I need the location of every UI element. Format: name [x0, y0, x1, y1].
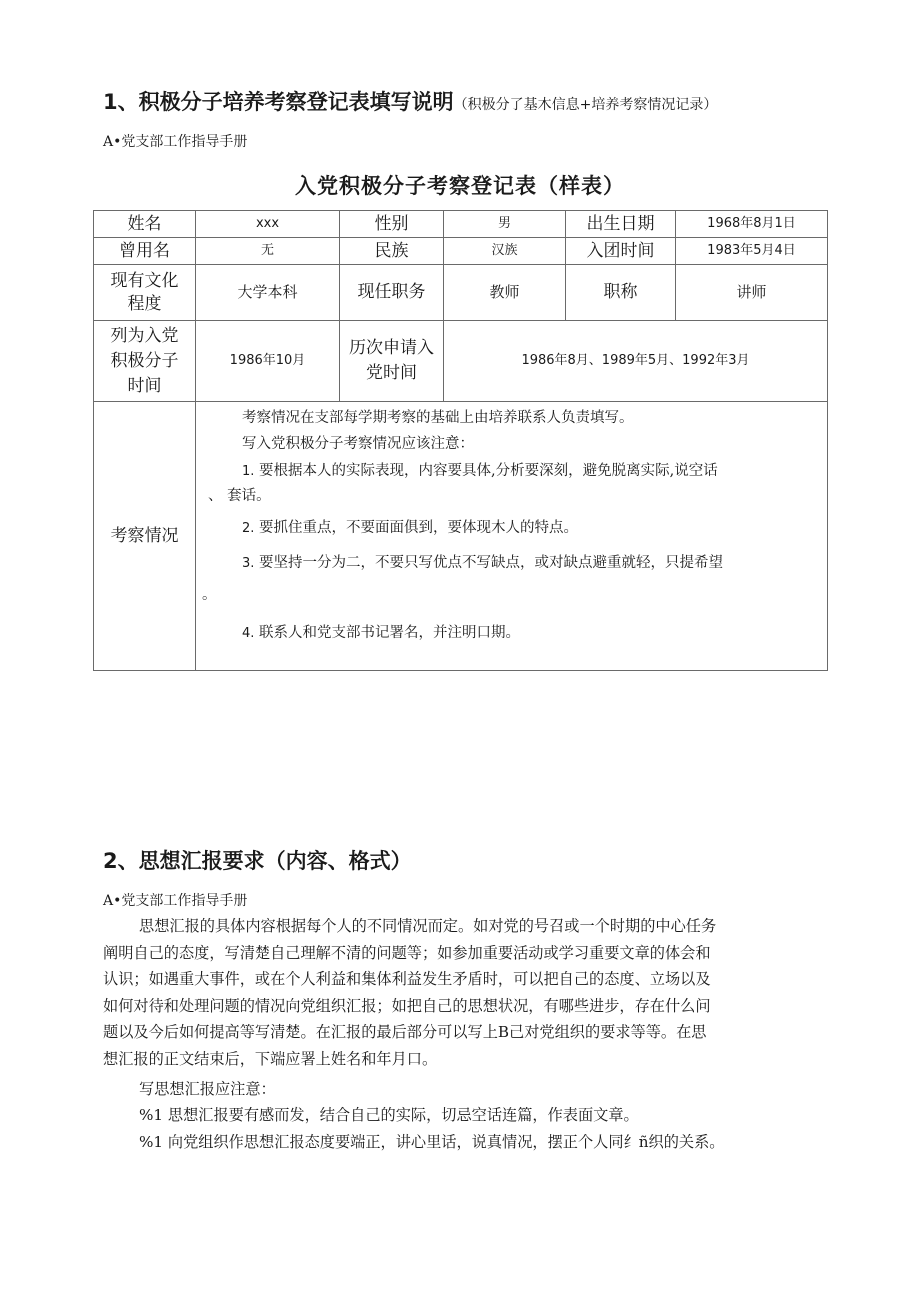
label-review: 考察情况 — [94, 402, 196, 671]
review-note-line: 、 套话。 — [208, 488, 271, 504]
review-note-item — [242, 519, 578, 538]
review-notes-cell — [196, 402, 828, 671]
section1-heading — [103, 86, 717, 116]
table-row — [94, 238, 828, 265]
value-gender: 男 — [444, 211, 566, 238]
review-item-number: 2. — [242, 521, 255, 536]
review-note-line: 考察情况在支部每学期考察的基础上由培养联系人负责填写。 — [242, 410, 634, 426]
review-item-text: 要根据本人的实际表现，内容要具体,分析要深刻，避免脱离实际,说空话 — [259, 463, 718, 479]
value-former-name: 无 — [196, 238, 340, 265]
value-title: 讲师 — [676, 265, 828, 321]
review-item-number: 1. — [242, 464, 255, 479]
paragraph-line: 认识；如遇重大事件，或在个人利益和集体利益发生矛盾时，可以把自己的态度、立场以及 — [103, 970, 711, 988]
value-activist-date: 1986年10月 — [196, 321, 340, 402]
section1-source: A•党支部工作指导手册 — [103, 134, 248, 150]
label-former-name: 曾用名 — [94, 238, 196, 265]
paragraph-line: 思想汇报的具体内容根据每个人的不同情况而定。如对党的号召或一个时期的中心任务 — [139, 917, 717, 935]
label-application-dates — [340, 321, 444, 402]
label-gender: 性别 — [340, 211, 444, 238]
value-birth: 1968年8月1日 — [676, 211, 828, 238]
review-item-text: 联系人和党支部书记署名，并注明口期。 — [259, 625, 521, 641]
label-title: 职称 — [566, 265, 676, 321]
paragraph-line: 题以及今后如何提高等写清楚。在汇报的最后部分可以写上B己对党组织的要求等等。在思 — [103, 1023, 707, 1041]
form-title: 入党积极分子考察登记表（样表） — [295, 174, 625, 198]
value-ethnicity: 汉族 — [444, 238, 566, 265]
review-item-number: 4. — [242, 626, 255, 641]
value-name: xxx — [196, 211, 340, 238]
review-note-item — [242, 624, 520, 643]
section2-source: A•党支部工作指导手册 — [103, 893, 248, 909]
label-education — [94, 265, 196, 321]
section2-heading: 2、思想汇报要求（内容、格式） — [103, 849, 412, 873]
table-row — [94, 211, 828, 238]
review-note-line: 写入党积极分子考察情况应该注意： — [242, 436, 474, 452]
section2-point: %1 思想汇报要有感而发，结合自己的实际，切忌空话连篇，作表面文章。 — [139, 1106, 639, 1124]
review-note-item — [242, 554, 723, 573]
table-row — [94, 321, 828, 402]
review-item-number: 3. — [242, 556, 255, 571]
label-birth: 出生日期 — [566, 211, 676, 238]
review-note-item — [242, 462, 718, 481]
value-application-dates: 1986年8月、1989年5月、1992年3月 — [444, 321, 828, 402]
label-league-join: 入团时间 — [566, 238, 676, 265]
section2-notice: 写思想汇报应注意： — [139, 1080, 276, 1098]
paragraph-line: 想汇报的正文结束后，下端应署上姓名和年月口。 — [103, 1049, 438, 1068]
table-row — [94, 265, 828, 321]
paragraph-line: 阐明自己的态度，写清楚自己理解不清的问题等；如参加重要活动或学习重要文章的体会和 — [103, 943, 711, 962]
label-education-text: 现有文化程度 — [110, 270, 179, 314]
label-ethnicity: 民族 — [340, 238, 444, 265]
section2-point: %1 向党组织作思想汇报态度要端正，讲心里话，说真情况，摆正个人同纟ñ织的关系。 — [139, 1133, 725, 1151]
review-note-line: 。 — [202, 587, 217, 603]
label-position: 现任职务 — [340, 265, 444, 321]
label-name: 姓名 — [94, 211, 196, 238]
value-education: 大学本科 — [196, 265, 340, 321]
review-item-text: 要坚持一分为二，不要只写优点不写缺点，或对缺点避重就轻，只提希望 — [259, 555, 724, 571]
section1-heading-main: 1、积极分子培养考察登记表填写说明 — [103, 90, 454, 114]
paragraph-line: 如何对待和处理问题的情况向党组织汇报；如把自己的思想状况，有哪些进步，存在什么问 — [103, 996, 711, 1015]
registration-form-table — [93, 210, 828, 671]
label-activist-date-text: 列为入党积极分子时间 — [110, 325, 179, 396]
section2-paragraph — [103, 913, 803, 1072]
section1-heading-note: （积极分了基木信息+培养考察情况记录） — [453, 97, 718, 113]
table-row — [94, 402, 828, 671]
value-league-join: 1983年5月4日 — [676, 238, 828, 265]
label-application-dates-text: 历次申请入党时间 — [349, 338, 434, 383]
review-item-text: 要抓住重点，不要面面俱到，要体现木人的特点。 — [259, 520, 579, 536]
value-position: 教师 — [444, 265, 566, 321]
label-activist-date — [94, 321, 196, 402]
